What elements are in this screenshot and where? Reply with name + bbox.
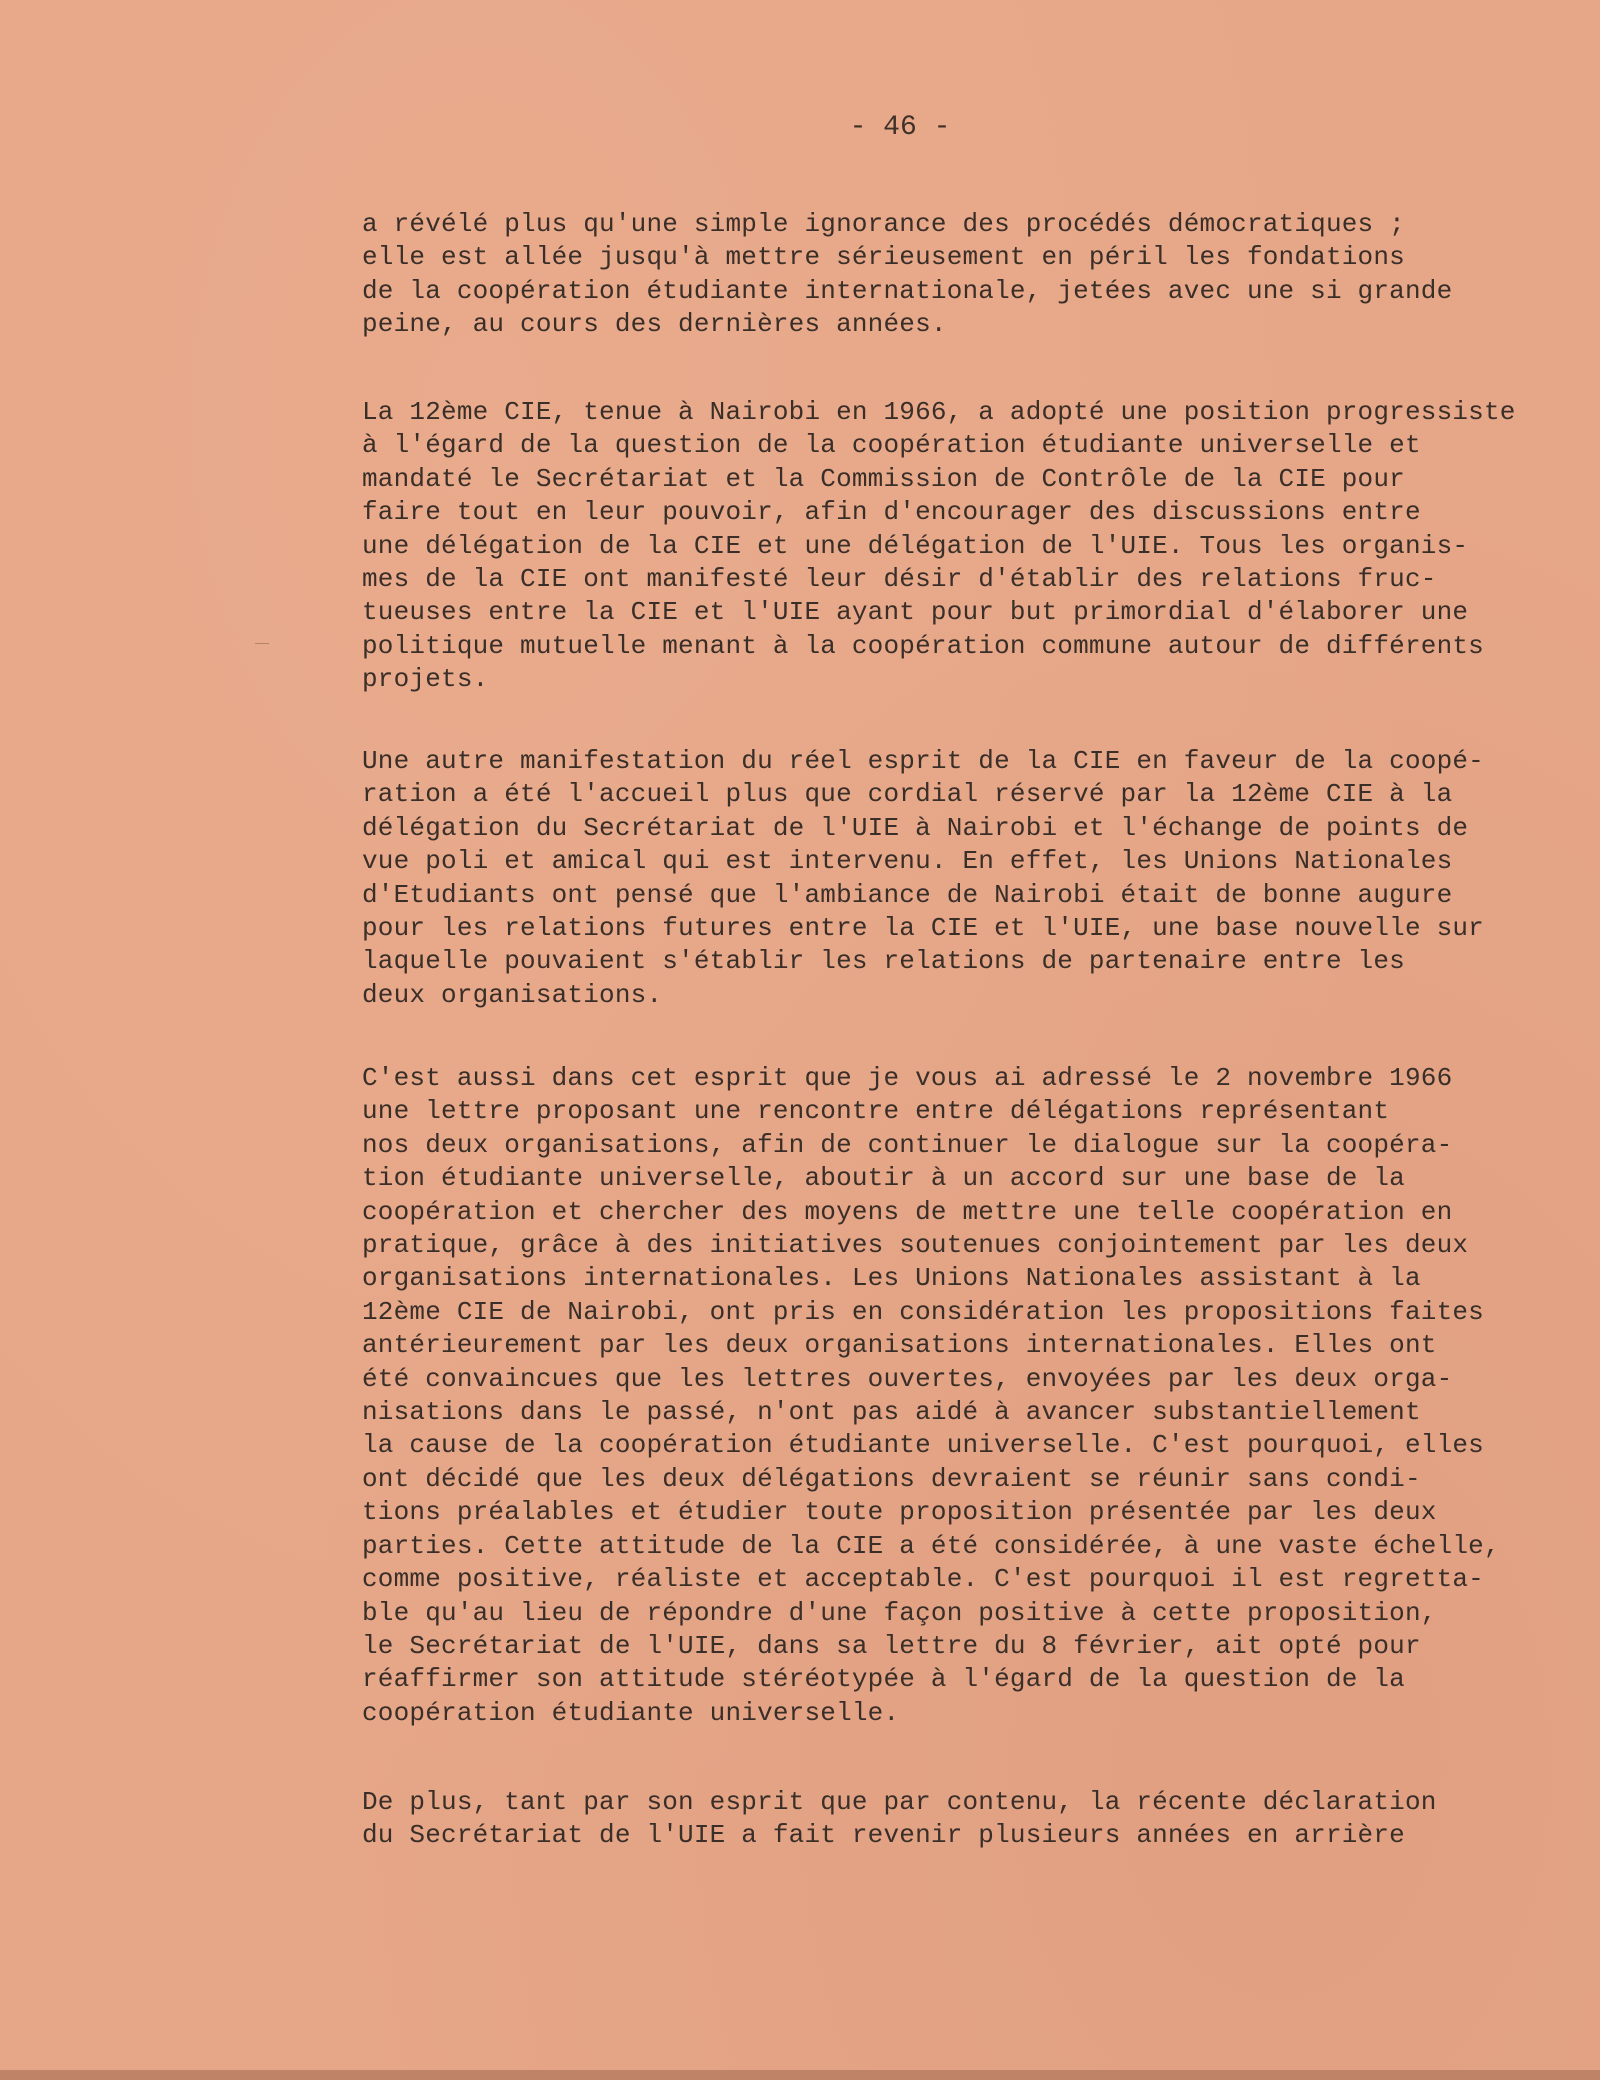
text-line: politique mutuelle menant à la coopération commune autour de différents bbox=[362, 630, 1484, 661]
text-line: délégation du Secrétariat de l'UIE à Nairobi et l'échange de points de bbox=[362, 812, 1469, 843]
text-line: Une autre manifestation du réel esprit de la CIE en faveur de la coopé- bbox=[362, 746, 1484, 776]
text-line: 12ème CIE de Nairobi, ont pris en considération les propositions faites bbox=[362, 1296, 1484, 1327]
text-line: une lettre proposant une rencontre entre délégations représentant bbox=[362, 1096, 1390, 1127]
paragraph-2 bbox=[362, 396, 1522, 697]
text-line: peine, au cours des dernières années. bbox=[362, 309, 947, 340]
text-line: mandaté le Secrétariat et la Commission de Contrôle de la CIE pour bbox=[362, 463, 1405, 494]
text-line: vue poli et amical qui est intervenu. En effet, les Unions Nationales bbox=[362, 846, 1453, 877]
text-line: mes de la CIE ont manifesté leur désir d'établir des relations fruc- bbox=[362, 564, 1437, 595]
text-line: à l'égard de la question de la coopération étudiante universelle et bbox=[362, 430, 1421, 461]
text-line: pour les relations futures entre la CIE et l'UIE, une base nouvelle sur bbox=[362, 913, 1484, 944]
text-line: tions préalables et étudier toute proposition présentée par les deux bbox=[362, 1497, 1437, 1528]
text-line: nisations dans le passé, n'ont pas aidé à avancer substantiellement bbox=[362, 1397, 1421, 1428]
page-bottom-edge bbox=[0, 2070, 1600, 2080]
text-line: elle est allée jusqu'à mettre sérieusement en péril les fondations bbox=[362, 242, 1405, 273]
text-line: laquelle pouvaient s'établir les relations de partenaire entre les bbox=[362, 946, 1405, 977]
text-line: le Secrétariat de l'UIE, dans sa lettre du 8 février, ait opté pour bbox=[362, 1630, 1421, 1661]
text-line: projets. bbox=[362, 664, 489, 695]
text-line: ont décidé que les deux délégations devraient se réunir sans condi- bbox=[362, 1463, 1421, 1494]
text-line: a révélé plus qu'une simple ignorance des procédés démocratiques ; bbox=[362, 209, 1405, 239]
paragraph-3 bbox=[362, 745, 1522, 1012]
text-line: De plus, tant par son esprit que par contenu, la récente déclaration bbox=[362, 1787, 1437, 1817]
text-line: coopération et chercher des moyens de mettre une telle coopération en bbox=[362, 1196, 1453, 1227]
paragraph-5 bbox=[362, 1786, 1522, 1853]
text-line: d'Etudiants ont pensé que l'ambiance de Nairobi était de bonne augure bbox=[362, 879, 1453, 910]
text-line: ble qu'au lieu de répondre d'une façon positive à cette proposition, bbox=[362, 1597, 1437, 1628]
margin-mark bbox=[255, 643, 269, 644]
text-line: faire tout en leur pouvoir, afin d'encourager des discussions entre bbox=[362, 497, 1421, 528]
text-line: été convaincues que les lettres ouvertes, envoyées par les deux orga- bbox=[362, 1363, 1453, 1394]
text-line: organisations internationales. Les Unions Nationales assistant à la bbox=[362, 1263, 1421, 1294]
text-line: deux organisations. bbox=[362, 979, 663, 1010]
text-line: du Secrétariat de l'UIE a fait revenir plusieurs années en arrière bbox=[362, 1820, 1405, 1851]
text-line: parties. Cette attitude de la CIE a été considérée, à une vaste échelle, bbox=[362, 1530, 1500, 1561]
text-line: La 12ème CIE, tenue à Nairobi en 1966, a adopté une position progressiste bbox=[362, 397, 1516, 427]
paragraph-1 bbox=[362, 208, 1522, 342]
text-line: comme positive, réaliste et acceptable. C'est pourquoi il est regretta- bbox=[362, 1564, 1484, 1595]
page-number: - 46 - bbox=[849, 112, 951, 143]
paragraph-4 bbox=[362, 1062, 1522, 1730]
text-line: ration a été l'accueil plus que cordial réservé par la 12ème CIE à la bbox=[362, 779, 1453, 810]
text-line: coopération étudiante universelle. bbox=[362, 1697, 900, 1728]
text-line: tueuses entre la CIE et l'UIE ayant pour but primordial d'élaborer une bbox=[362, 597, 1469, 628]
text-line: réaffirmer son attitude stéréotypée à l'égard de la question de la bbox=[362, 1664, 1405, 1695]
text-line: la cause de la coopération étudiante universelle. C'est pourquoi, elles bbox=[362, 1430, 1484, 1461]
text-line: tion étudiante universelle, aboutir à un accord sur une base de la bbox=[362, 1163, 1405, 1194]
text-line: C'est aussi dans cet esprit que je vous ai adressé le 2 novembre 1966 bbox=[362, 1063, 1453, 1093]
text-line: une délégation de la CIE et une délégation de l'UIE. Tous les organis- bbox=[362, 530, 1469, 561]
text-line: antérieurement par les deux organisations internationales. Elles ont bbox=[362, 1330, 1437, 1361]
text-line: de la coopération étudiante internationale, jetées avec une si grande bbox=[362, 275, 1453, 306]
text-line: pratique, grâce à des initiatives soutenues conjointement par les deux bbox=[362, 1230, 1469, 1261]
text-line: nos deux organisations, afin de continuer le dialogue sur la coopéra- bbox=[362, 1129, 1453, 1160]
